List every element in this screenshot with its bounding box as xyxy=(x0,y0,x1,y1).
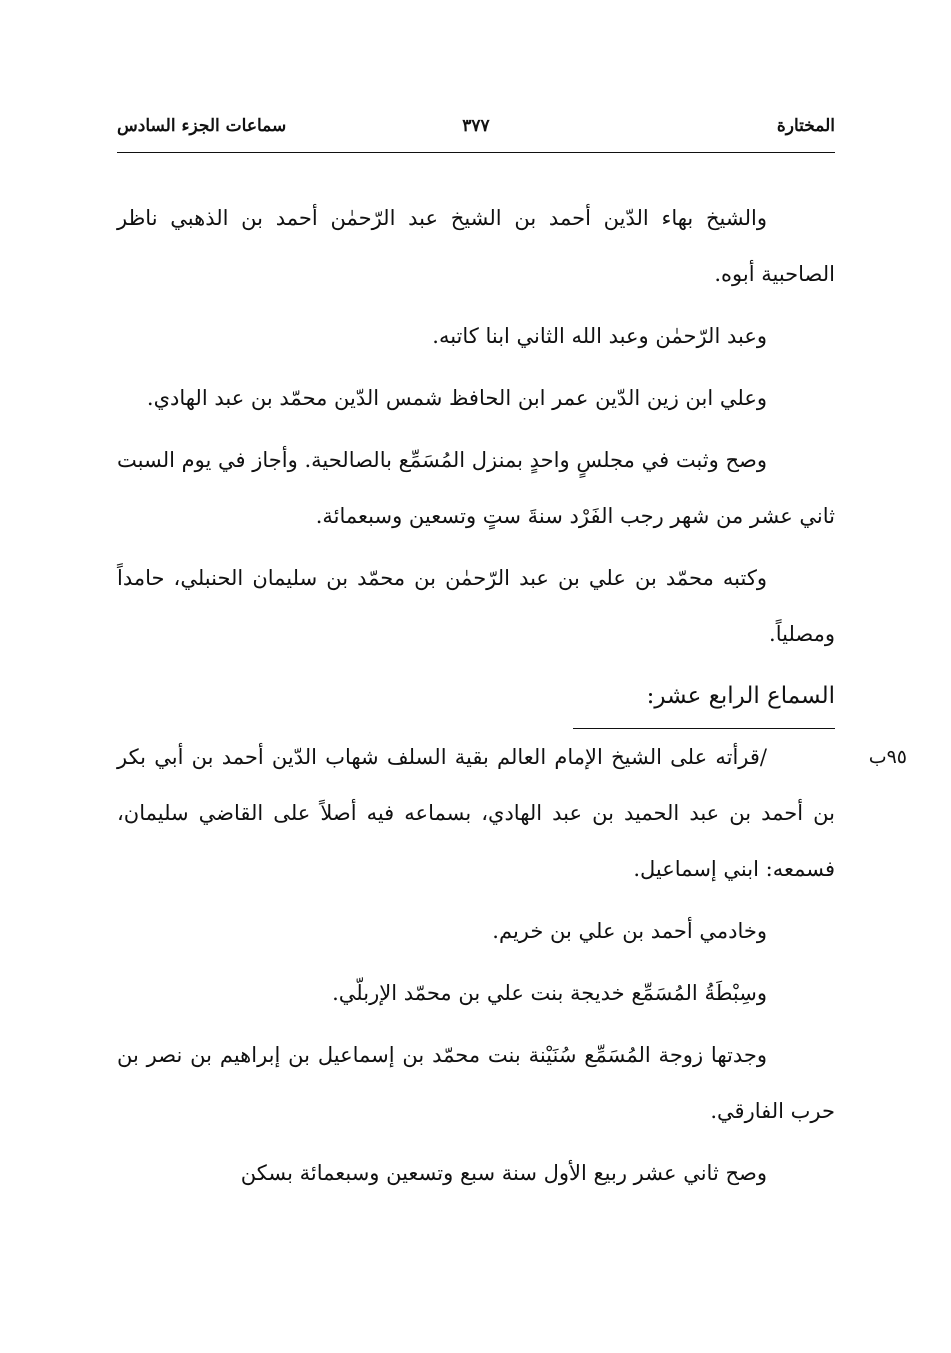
paragraph: وصح ثاني عشر ربيع الأول سنة سبع وتسعين وسبعمائة بسكن xyxy=(240,1161,767,1185)
page-number: ٣٧٧ xyxy=(462,116,490,136)
paragraph: وخادمي أحمد بن علي بن خريم. xyxy=(492,919,767,943)
section-title: سماعات الجزء السادس xyxy=(117,116,287,136)
paragraph: وصح وثبت في مجلسٍ واحدٍ بمنزل المُسَمِّع بالصالحية. وأجاز في يوم السبت ثاني عشر من شهر رجب الفَرْد سنةَ ستٍ وتسعين وسبعمائة. xyxy=(117,448,835,528)
section-first-paragraph-wrap xyxy=(117,729,907,897)
paragraph: وكتبه محمّد بن علي بن عبد الرّحمٰن بن محمّد بن سليمان الحنبلي، حامداً ومصلياً. xyxy=(117,566,835,646)
paragraph: /قرأته على الشيخ الإمام العالم بقية السلف شهاب الدّين أحمد بن أبي بكر بن أحمد بن عبد الحميد بن عبد الهادي، بسماعه فيه أصلاً على القاضي سليمان، فسمعه: ابني إسماعيل. xyxy=(117,745,835,881)
paragraph: وسِبْطَةُ المُسَمِّع خديجة بنت علي بن محمّد الإربلّي. xyxy=(332,981,767,1005)
section-heading: السماع الرابع عشر: xyxy=(646,683,835,709)
book-title: المختارة xyxy=(776,116,835,136)
paragraph: وعلي ابن زين الدّين عمر ابن الحافظ شمس الدّين محمّد بن عبد الهادي. xyxy=(146,386,767,410)
page-header xyxy=(117,116,835,146)
paragraph: وجدتها زوجة المُسَمِّع سُنَيْنة بنت محمّد بن إسماعيل بن إبراهيم بن نصر بن حرب الفارقي. xyxy=(117,1043,835,1123)
paragraph: وعبد الرّحمٰن وعبد الله الثاني ابنا كاتبه. xyxy=(432,324,767,348)
page-body xyxy=(117,190,907,1207)
folio-margin-note: ٩٥ب xyxy=(868,746,907,768)
paragraph: والشيخ بهاء الدّين أحمد بن الشيخ عبد الرّحمٰن أحمد بن الذهبي ناظر الصاحبية أبوه. xyxy=(117,206,835,286)
header-divider xyxy=(117,152,835,153)
